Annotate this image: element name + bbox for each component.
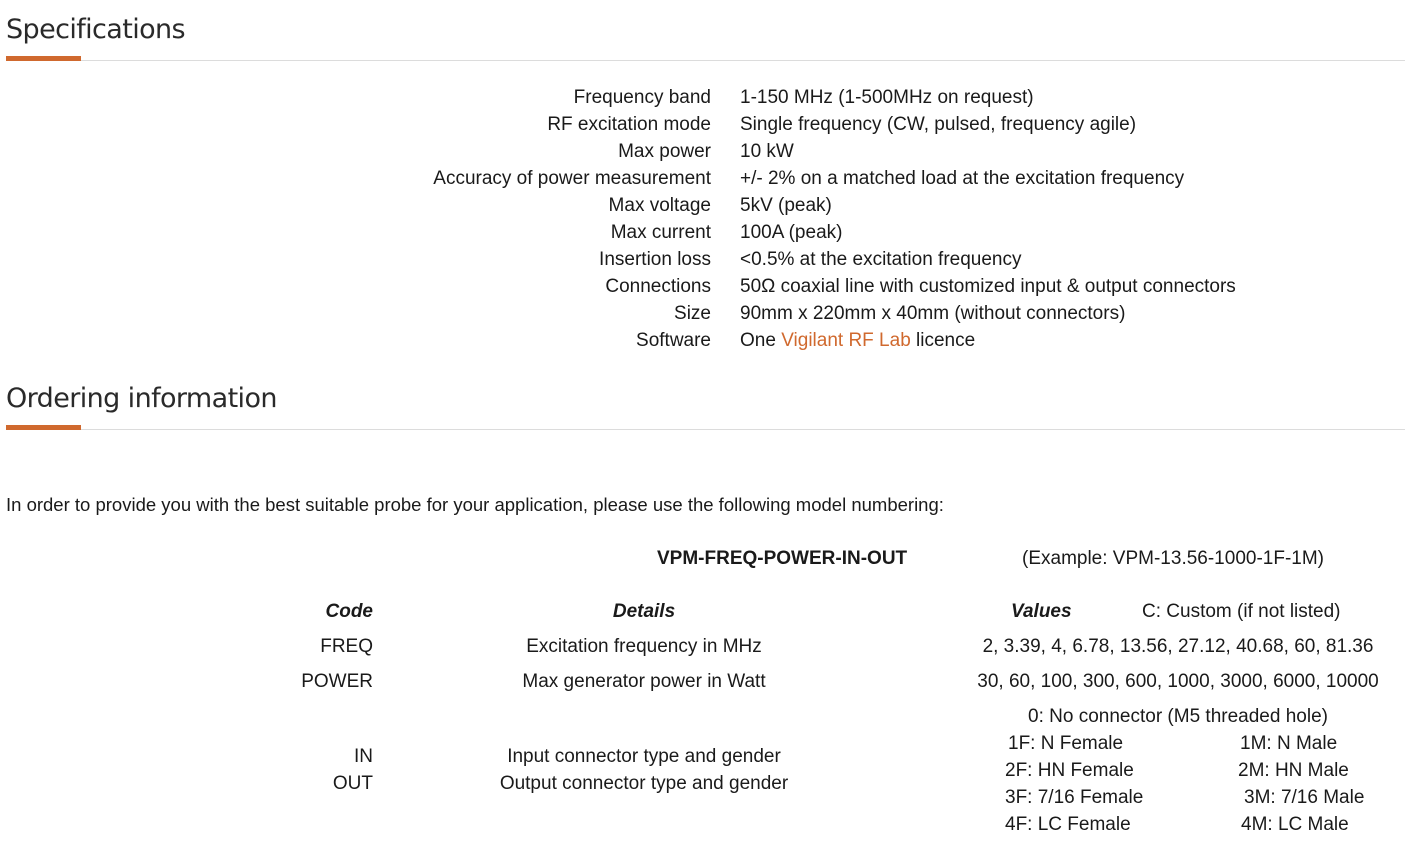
values-power: 30, 60, 100, 300, 600, 1000, 3000, 6000, 10000 (977, 671, 1379, 692)
code-in: IN (354, 746, 373, 767)
section-divider (6, 429, 1405, 430)
spec-label: Insertion loss (599, 249, 711, 270)
details-freq: Excitation frequency in MHz (526, 636, 762, 657)
connector-male: 4M: LC Male (1241, 814, 1349, 835)
model-number-format: VPM-FREQ-POWER-IN-OUT (657, 548, 908, 569)
connector-male: 3M: 7/16 Male (1244, 787, 1365, 808)
spec-label: Frequency band (573, 87, 711, 108)
spec-value: +/- 2% on a matched load at the excitation frequency (740, 168, 1185, 189)
header-values: Values (1011, 601, 1072, 622)
details-in: Input connector type and gender (507, 746, 781, 767)
section-divider (6, 60, 1405, 61)
code-power: POWER (301, 671, 373, 692)
spec-value: 1-150 MHz (1-500MHz on request) (740, 87, 1034, 108)
spec-value: 5kV (peak) (740, 195, 832, 216)
spec-value: 90mm x 220mm x 40mm (without connectors) (740, 303, 1126, 324)
spec-label: Software (636, 330, 711, 351)
connector-male: 1M: N Male (1240, 733, 1338, 754)
specifications-heading: Specifications (6, 14, 186, 45)
header-code: Code (325, 601, 373, 622)
heading-accent-bar (6, 56, 81, 61)
heading-accent-bar (6, 425, 81, 430)
details-out: Output connector type and gender (499, 773, 789, 794)
spec-label: Size (674, 303, 711, 324)
software-suffix: licence (910, 330, 976, 351)
connector-female: 4F: LC Female (1005, 814, 1131, 835)
ordering-heading: Ordering information (6, 383, 277, 414)
vigilant-rf-lab-link[interactable]: Vigilant RF Lab (781, 330, 911, 351)
spec-value: 10 kW (740, 141, 794, 162)
spec-value: 100A (peak) (740, 222, 843, 243)
spec-row-insertion-loss (0, 246, 1405, 273)
spec-label: Connections (605, 276, 711, 297)
software-prefix: One (740, 330, 782, 351)
connector-male: 2M: HN Male (1238, 760, 1349, 781)
spec-label: RF excitation mode (547, 114, 711, 135)
spec-row-frequency-band (0, 84, 1405, 111)
spec-row-accuracy (0, 165, 1405, 192)
spec-value: <0.5% at the excitation frequency (740, 249, 1022, 270)
spec-row-max-voltage (0, 192, 1405, 219)
spec-label: Max power (618, 141, 711, 162)
spec-row-max-current (0, 219, 1405, 246)
model-example: (Example: VPM-13.56-1000-1F-1M) (1022, 548, 1324, 569)
details-power: Max generator power in Watt (522, 671, 766, 692)
spec-value: 50Ω coaxial line with customized input & output connectors (740, 276, 1236, 297)
spec-row-size (0, 300, 1405, 327)
spec-label: Max current (610, 222, 711, 243)
spec-row-max-power (0, 138, 1405, 165)
connector-female: 1F: N Female (1008, 733, 1124, 754)
connector-female: 2F: HN Female (1005, 760, 1134, 781)
header-custom-note: C: Custom (if not listed) (1142, 601, 1341, 622)
values-freq: 2, 3.39, 4, 6.78, 13.56, 27.12, 40.68, 60, 81.36 (982, 636, 1374, 657)
connector-female: 3F: 7/16 Female (1005, 787, 1144, 808)
spec-label: Max voltage (608, 195, 711, 216)
spec-value: Single frequency (CW, pulsed, frequency agile) (740, 114, 1137, 135)
code-out: OUT (332, 773, 373, 794)
header-details: Details (612, 601, 676, 622)
spec-value (740, 327, 975, 354)
spec-row-connections (0, 273, 1405, 300)
ordering-intro: In order to provide you with the best suitable probe for your application, please use the following model numbering: (6, 494, 944, 515)
code-freq: FREQ (320, 636, 373, 657)
spec-label: Accuracy of power measurement (433, 168, 711, 189)
spec-row-software (0, 327, 1405, 354)
connector-none: 0: No connector (M5 threaded hole) (1028, 706, 1328, 727)
spec-row-rf-excitation-mode (0, 111, 1405, 138)
